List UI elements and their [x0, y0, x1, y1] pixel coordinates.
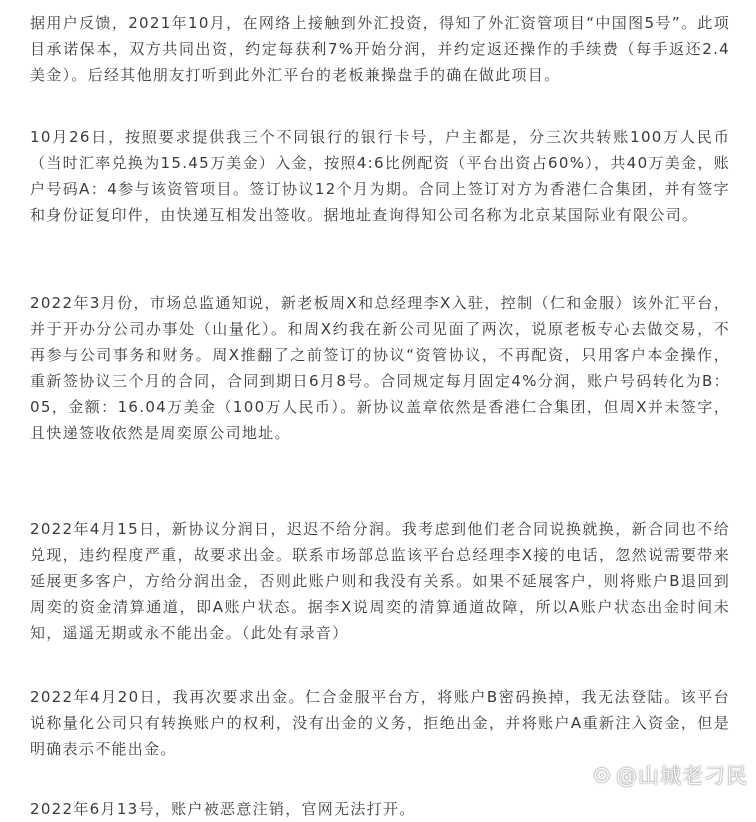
paragraph-5: 2022年4月20日，我再次要求出金。仁合金服平台方，将账户B密码换掉，我无法登陆。该平台说称量化公司只有转换账户的权利，没有出金的义务，拒绝出金，并将账户A重新注入资金，但是明确表示不能出金。 — [30, 688, 730, 758]
weibo-watermark — [593, 760, 748, 790]
paragraph-1: 据用户反馈，2021年10月，在网络上接触到外汇投资，得知了外汇资管项目“中国图5号”。此项目承诺保本，双方共同出资，约定每获利7%开始分润，并约定返还操作的手续费（每手返还2.4美金）。后经其他朋友打听到此外汇平台的老板兼操盘手的确在做此项目。 — [30, 14, 730, 84]
weibo-icon: ⊙ — [592, 762, 612, 788]
paragraph-4: 2022年4月15日，新协议分润日，迟迟不给分润。我考虑到他们老合同说换就换，新合同也不给兑现，违约程度严重，故要求出金。联系市场部总监该平台总经理李X接的电话，忽然说需要带来延展更多客户，方给分润出金，否则此账户则和我没有关系。如果不延展客户，则将账户B退回到周奕的资金清算通道，即A账户状态。据李X说周奕的清算通道故障，所以A账户状态出金时间未知，遥遥无期或永不能出金。（此处有录音） — [30, 520, 730, 642]
paragraph-6: 2022年6月13号，账户被恶意注销，官网无法打开。 — [30, 800, 416, 818]
watermark-text: @山城老刁民 — [616, 764, 748, 788]
paragraph-2: 10月26日，按照要求提供我三个不同银行的银行卡号，户主都是，分三次共转账100万人民币（当时汇率兑换为15.45万美金）入金，按照4:6比例配资（平台出资占60%），共40万美金，账户号码A：4参与该资管项目。签订协议12个月为期。合同上签订对方为香港仁合集团，并有签字和身份证复印件，由快递互相发出签收。据地址查询得知公司名称为北京某国际业有限公司。 — [30, 128, 730, 224]
paragraph-3: 2022年3月份，市场总监通知说，新老板周X和总经理李X入驻，控制（仁和金服）该外汇平台，并于开办分公司办事处（山量化）。和周X约我在新公司见面了两次，说原老板专心去做交易，不再参与公司事务和财务。周X推翻了之前签订的协议“资管协议，不再配资，只用客户本金操作，重新签协议三个月的合同，合同到期日6月8号。合同规定每月固定4%分润，账户号码转化为B：05，金额：16.04万美金（100万人民币）。新协议盖章依然是香港仁合集团，但周X并未签字，且快递签收依然是周奕原公司地址。 — [30, 294, 730, 442]
